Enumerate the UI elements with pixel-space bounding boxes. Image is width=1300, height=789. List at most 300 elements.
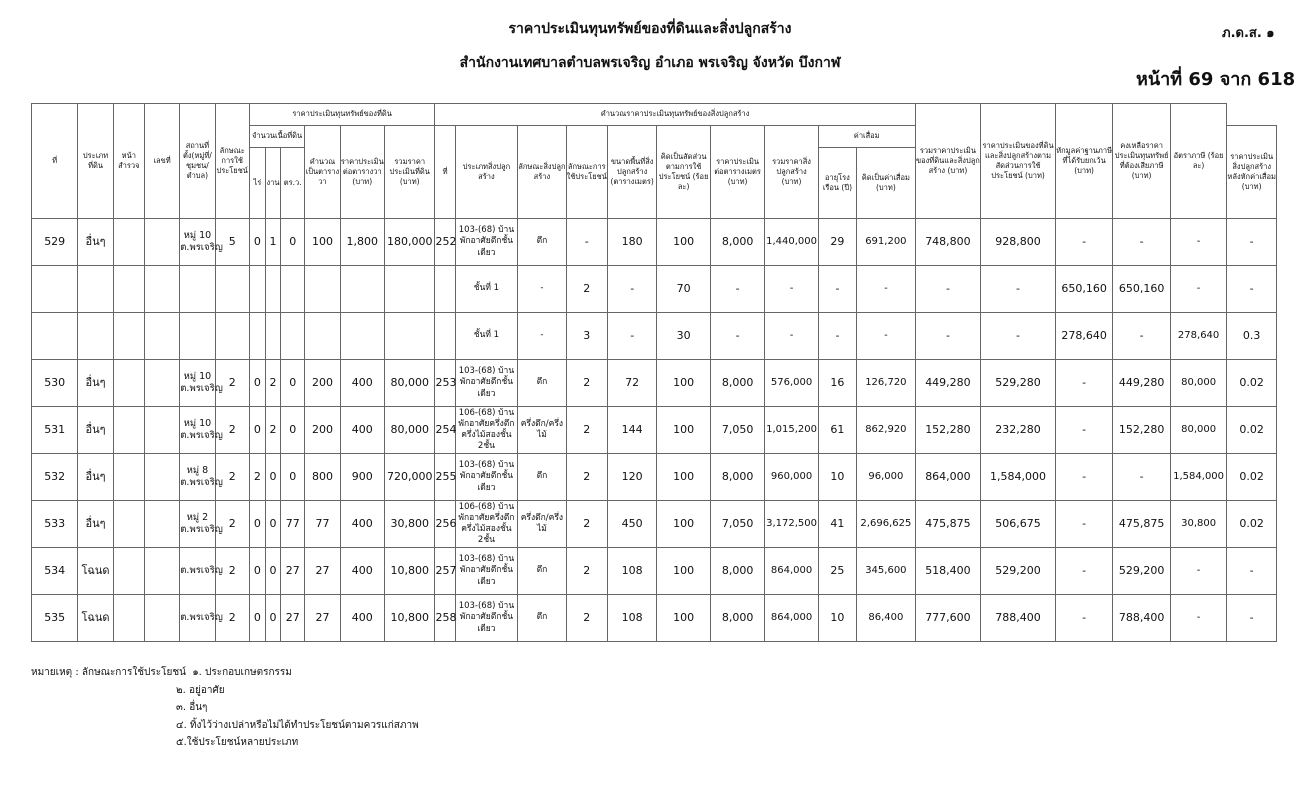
cell-land-type	[78, 313, 113, 360]
col-survey-page: หน้าสำรวจ	[113, 104, 144, 219]
cell-total-land-price: 80,000	[384, 360, 434, 407]
cell-bld-no	[435, 266, 455, 313]
cell-tax-rate: 0.3	[1227, 313, 1277, 360]
notes-section	[31, 664, 419, 752]
cell-total-land-bld: 529,200	[981, 548, 1056, 595]
cell-dep-value: 2,696,625	[857, 501, 916, 548]
cell-bld-char: ตึก	[518, 219, 566, 266]
cell-bld-pct: 100	[657, 595, 710, 642]
cell-number	[144, 595, 179, 642]
cell-remaining: -	[1170, 219, 1226, 266]
cell-calc-sqwa: 200	[305, 360, 340, 407]
cell-location: หมู่ 2 ต.พรเจริญ	[180, 501, 215, 548]
cell-bld-price-sqm: 8,000	[710, 454, 764, 501]
col-ngan: งาน	[265, 148, 280, 219]
col-price-per-sqm: ราคาประเมินต่อตารางเมตร (บาท)	[710, 126, 764, 219]
cell-survey-page	[113, 548, 144, 595]
cell-deduct: -	[1113, 454, 1171, 501]
cell-dep-age: 29	[818, 219, 856, 266]
cell-no	[32, 313, 78, 360]
col-building-total: รวมราคาสิ่งปลูกสร้าง (บาท)	[765, 126, 818, 219]
cell-price-per-sqwa: 400	[340, 407, 384, 454]
cell-deduct: 449,280	[1113, 360, 1171, 407]
cell-bld-total: 864,000	[765, 595, 818, 642]
assessment-table	[31, 103, 1277, 642]
cell-bld-after-dep: 864,000	[915, 454, 981, 501]
cell-bld-area: 108	[607, 548, 656, 595]
cell-usage: 5	[215, 219, 249, 266]
cell-rai: 2	[249, 454, 265, 501]
cell-dep-value: 96,000	[857, 454, 916, 501]
cell-bld-area: 72	[607, 360, 656, 407]
cell-bld-area: 180	[607, 219, 656, 266]
cell-tax-rate: -	[1227, 219, 1277, 266]
cell-bld-type: ชั้นที่ 1	[455, 266, 518, 313]
cell-total-land-price: 10,800	[384, 548, 434, 595]
col-building-no: ที่	[435, 126, 455, 219]
cell-survey-page	[113, 219, 144, 266]
cell-ngan	[265, 313, 280, 360]
cell-bld-pct: 100	[657, 360, 710, 407]
cell-price-per-sqwa	[340, 313, 384, 360]
cell-survey-page	[113, 407, 144, 454]
cell-total-land-bld: 788,400	[981, 595, 1056, 642]
cell-price-per-sqwa: 900	[340, 454, 384, 501]
cell-calc-sqwa	[305, 266, 340, 313]
cell-price-per-sqwa	[340, 266, 384, 313]
cell-no: 534	[32, 548, 78, 595]
cell-bld-after-dep: 518,400	[915, 548, 981, 595]
cell-sqwa: 77	[281, 501, 305, 548]
table-row	[32, 266, 1277, 313]
cell-land-type: อื่นๆ	[78, 454, 113, 501]
cell-bld-no	[435, 313, 455, 360]
note-item: ๓. อื่นๆ	[176, 702, 208, 713]
cell-no: 533	[32, 501, 78, 548]
office-subtitle: สำนักงานเทศบาลตำบลพรเจริญ อำเภอ พรเจริญ จังหวัด บึงกาฬ	[459, 55, 841, 71]
cell-ngan: 1	[265, 219, 280, 266]
cell-usage: 2	[215, 595, 249, 642]
cell-bld-type: 103-(68) บ้านพักอาศัยตึกชั้นเดียว	[455, 219, 518, 266]
cell-bld-total: 576,000	[765, 360, 818, 407]
cell-bld-pct: 100	[657, 219, 710, 266]
cell-price-per-sqwa: 400	[340, 360, 384, 407]
cell-deduct: -	[1113, 313, 1171, 360]
cell-bld-after-dep: 152,280	[915, 407, 981, 454]
table-row	[32, 548, 1277, 595]
group-depreciation: ค่าเสื่อม	[818, 126, 915, 148]
cell-location	[180, 266, 215, 313]
cell-bld-price-sqm: 8,000	[710, 595, 764, 642]
cell-total-land-price: 180,000	[384, 219, 434, 266]
cell-dep-value: 691,200	[857, 219, 916, 266]
cell-land-type: อื่นๆ	[78, 407, 113, 454]
cell-no: 529	[32, 219, 78, 266]
col-taxable-remaining: คงเหลือราคาประเมินทุนทรัพย์ที่ต้องเสียภาษี (บาท)	[1113, 104, 1171, 219]
cell-remaining: 278,640	[1170, 313, 1226, 360]
cell-bld-total: 3,172,500	[765, 501, 818, 548]
cell-prop-price: -	[1055, 360, 1113, 407]
cell-bld-pct: 30	[657, 313, 710, 360]
cell-bld-area: 450	[607, 501, 656, 548]
cell-calc-sqwa: 800	[305, 454, 340, 501]
cell-calc-sqwa: 77	[305, 501, 340, 548]
cell-prop-price: -	[1055, 454, 1113, 501]
cell-rai	[249, 313, 265, 360]
cell-price-per-sqwa: 400	[340, 501, 384, 548]
cell-deduct: 475,875	[1113, 501, 1171, 548]
cell-dep-value: 126,720	[857, 360, 916, 407]
cell-tax-rate: -	[1227, 266, 1277, 313]
cell-total-land-bld: 529,280	[981, 360, 1056, 407]
cell-bld-usage: 2	[566, 548, 607, 595]
cell-bld-usage: -	[566, 219, 607, 266]
cell-bld-type: 103-(68) บ้านพักอาศัยตึกชั้นเดียว	[455, 548, 518, 595]
col-usage: ลักษณะการใช้ประโยชน์	[215, 104, 249, 219]
cell-bld-char: ตึก	[518, 360, 566, 407]
col-rai: ไร่	[249, 148, 265, 219]
cell-land-type: โฉนด	[78, 595, 113, 642]
cell-bld-type: 106-(68) บ้านพักอาศัยครึ่งตึกครึ่งไม้สองชั้น 2ชั้น	[455, 501, 518, 548]
cell-dep-age: 25	[818, 548, 856, 595]
cell-bld-type: 103-(68) บ้านพักอาศัยตึกชั้นเดียว	[455, 360, 518, 407]
cell-bld-area: -	[607, 266, 656, 313]
cell-sqwa: 0	[281, 407, 305, 454]
cell-survey-page	[113, 501, 144, 548]
cell-tax-rate: 0.02	[1227, 454, 1277, 501]
cell-prop-price: -	[1055, 407, 1113, 454]
cell-sqwa: 27	[281, 595, 305, 642]
cell-bld-total: 960,000	[765, 454, 818, 501]
cell-dep-value: 345,600	[857, 548, 916, 595]
cell-bld-no: 253	[435, 360, 455, 407]
col-usage-percent: คิดเป็นสัดส่วนตามการใช้ประโยชน์ (ร้อยละ)	[657, 126, 710, 219]
cell-dep-age: 10	[818, 595, 856, 642]
col-depreciation-value: คิดเป็นค่าเสื่อม (บาท)	[857, 148, 916, 219]
col-total-land-price: รวมราคาประเมินที่ดิน (บาท)	[384, 126, 434, 219]
cell-tax-rate: -	[1227, 548, 1277, 595]
table-row	[32, 407, 1277, 454]
cell-ngan: 2	[265, 407, 280, 454]
cell-usage: 2	[215, 548, 249, 595]
cell-usage	[215, 266, 249, 313]
cell-total-land-bld: 928,800	[981, 219, 1056, 266]
cell-bld-no: 256	[435, 501, 455, 548]
cell-deduct: 788,400	[1113, 595, 1171, 642]
cell-bld-usage: 3	[566, 313, 607, 360]
cell-prop-price: 278,640	[1055, 313, 1113, 360]
cell-total-land-price	[384, 266, 434, 313]
cell-price-per-sqwa: 400	[340, 548, 384, 595]
col-proportional-price: ราคาประเมินของที่ดินและสิ่งปลูกสร้างตามสัดส่วนการใช้ประโยชน์ (บาท)	[981, 104, 1056, 219]
cell-number	[144, 454, 179, 501]
cell-calc-sqwa: 100	[305, 219, 340, 266]
cell-bld-price-sqm: 8,000	[710, 219, 764, 266]
cell-prop-price: -	[1055, 219, 1113, 266]
page-indicator: หน้าที่ 69 จาก 618	[1136, 69, 1296, 90]
cell-total-land-bld: 232,280	[981, 407, 1056, 454]
table-row	[32, 313, 1277, 360]
cell-land-type: อื่นๆ	[78, 219, 113, 266]
cell-sqwa: 0	[281, 219, 305, 266]
cell-number	[144, 313, 179, 360]
cell-total-land-bld: -	[981, 313, 1056, 360]
col-building-usage: ลักษณะการใช้ประโยชน์	[566, 126, 607, 219]
cell-prop-price: -	[1055, 595, 1113, 642]
cell-prop-price: -	[1055, 548, 1113, 595]
cell-bld-char: ตึก	[518, 595, 566, 642]
cell-location: หมู่ 10 ต.พรเจริญ	[180, 360, 215, 407]
cell-bld-area: 120	[607, 454, 656, 501]
cell-bld-price-sqm: 7,050	[710, 407, 764, 454]
cell-no: 535	[32, 595, 78, 642]
table-row	[32, 595, 1277, 642]
col-location: สถานที่ตั้ง(หมู่ที่/ชุมชน/ตำบล)	[180, 104, 215, 219]
col-calc-sqwa: คำนวณเป็นตารางวา	[305, 126, 340, 219]
group-land-price: ราคาประเมินทุนทรัพย์ของที่ดิน	[249, 104, 435, 126]
cell-ngan	[265, 266, 280, 313]
cell-remaining: 1,584,000	[1170, 454, 1226, 501]
cell-bld-pct: 100	[657, 454, 710, 501]
cell-survey-page	[113, 313, 144, 360]
cell-remaining: 30,800	[1170, 501, 1226, 548]
cell-bld-total: -	[765, 266, 818, 313]
cell-no: 530	[32, 360, 78, 407]
cell-rai: 0	[249, 407, 265, 454]
cell-calc-sqwa: 200	[305, 407, 340, 454]
cell-number	[144, 219, 179, 266]
col-price-per-sqwa: ราคาประเมินต่อตารางวา (บาท)	[340, 126, 384, 219]
cell-total-land-bld: 1,584,000	[981, 454, 1056, 501]
cell-bld-pct: 70	[657, 266, 710, 313]
cell-prop-price: -	[1055, 501, 1113, 548]
cell-bld-type: 106-(68) บ้านพักอาศัยครึ่งตึกครึ่งไม้สองชั้น 2ชั้น	[455, 407, 518, 454]
cell-bld-type: 103-(68) บ้านพักอาศัยตึกชั้นเดียว	[455, 595, 518, 642]
cell-rai	[249, 266, 265, 313]
cell-bld-after-dep: 748,800	[915, 219, 981, 266]
cell-remaining: -	[1170, 595, 1226, 642]
cell-calc-sqwa	[305, 313, 340, 360]
cell-bld-no: 257	[435, 548, 455, 595]
cell-bld-price-sqm: -	[710, 266, 764, 313]
cell-bld-after-dep: -	[915, 266, 981, 313]
table-row	[32, 219, 1277, 266]
table-row	[32, 501, 1277, 548]
cell-bld-char: ตึก	[518, 548, 566, 595]
col-total-land-building: รวมราคาประเมินของที่ดินและสิ่งปลูกสร้าง (บาท)	[915, 104, 981, 219]
cell-dep-value: 86,400	[857, 595, 916, 642]
cell-bld-after-dep: 475,875	[915, 501, 981, 548]
col-building-character: ลักษณะสิ่งปลูกสร้าง	[518, 126, 566, 219]
cell-bld-total: -	[765, 313, 818, 360]
note-item: ๕.ใช้ประโยชน์หลายประเภท	[176, 737, 299, 748]
cell-total-land-bld: -	[981, 266, 1056, 313]
cell-bld-no: 252	[435, 219, 455, 266]
cell-usage: 2	[215, 407, 249, 454]
col-building-type: ประเภทสิ่งปลูกสร้าง	[455, 126, 518, 219]
cell-ngan: 2	[265, 360, 280, 407]
cell-location: หมู่ 10 ต.พรเจริญ	[180, 219, 215, 266]
col-building-area: ขนาดพื้นที่สิ่งปลูกสร้าง (ตารางเมตร)	[607, 126, 656, 219]
cell-bld-usage: 2	[566, 266, 607, 313]
cell-price-per-sqwa: 400	[340, 595, 384, 642]
cell-rai: 0	[249, 360, 265, 407]
cell-usage: 2	[215, 501, 249, 548]
table-row	[32, 454, 1277, 501]
cell-bld-total: 1,440,000	[765, 219, 818, 266]
cell-bld-usage: 2	[566, 360, 607, 407]
cell-remaining: -	[1170, 548, 1226, 595]
col-tax-rate: อัตราภาษี (ร้อยละ)	[1170, 104, 1226, 219]
cell-land-type: อื่นๆ	[78, 501, 113, 548]
cell-deduct: 650,160	[1113, 266, 1171, 313]
cell-dep-age: -	[818, 266, 856, 313]
cell-tax-rate: 0.02	[1227, 501, 1277, 548]
cell-sqwa: 0	[281, 454, 305, 501]
cell-usage	[215, 313, 249, 360]
cell-dep-age: 41	[818, 501, 856, 548]
cell-rai: 0	[249, 595, 265, 642]
cell-bld-type: ชั้นที่ 1	[455, 313, 518, 360]
cell-bld-after-dep: -	[915, 313, 981, 360]
cell-no	[32, 266, 78, 313]
note-item: ๔. ทิ้งไว้ว่างเปล่าหรือไม่ได้ทำประโยชน์ตามควรแก่สภาพ	[176, 719, 419, 731]
cell-sqwa: 0	[281, 360, 305, 407]
cell-price-per-sqwa: 1,800	[340, 219, 384, 266]
cell-dep-age: 16	[818, 360, 856, 407]
col-after-depreciation: ราคาประเมินสิ่งปลูกสร้างหลังหักค่าเสื่อม (บาท)	[1227, 126, 1277, 219]
cell-remaining: 80,000	[1170, 360, 1226, 407]
cell-total-land-price: 30,800	[384, 501, 434, 548]
cell-bld-char: ครึ่งตึก/ครึ่งไม้	[518, 501, 566, 548]
cell-bld-total: 1,015,200	[765, 407, 818, 454]
cell-number	[144, 266, 179, 313]
cell-land-type: อื่นๆ	[78, 360, 113, 407]
cell-survey-page	[113, 595, 144, 642]
cell-sqwa	[281, 313, 305, 360]
table-row	[32, 360, 1277, 407]
cell-bld-usage: 2	[566, 454, 607, 501]
cell-bld-usage: 2	[566, 595, 607, 642]
cell-rai: 0	[249, 219, 265, 266]
cell-land-type	[78, 266, 113, 313]
cell-bld-area: 144	[607, 407, 656, 454]
cell-bld-total: 864,000	[765, 548, 818, 595]
cell-remaining: 80,000	[1170, 407, 1226, 454]
notes-title: หมายเหตุ : ลักษณะการใช้ประโยชน์ ๑. ประกอบเกษตรกรรม	[31, 667, 292, 678]
cell-number	[144, 501, 179, 548]
group-land-area: จำนวนเนื้อที่ดิน	[249, 126, 304, 148]
cell-bld-no: 258	[435, 595, 455, 642]
form-code: ภ.ด.ส. ๑	[1222, 26, 1275, 41]
cell-number	[144, 407, 179, 454]
cell-number	[144, 360, 179, 407]
cell-survey-page	[113, 454, 144, 501]
cell-bld-price-sqm: 8,000	[710, 360, 764, 407]
cell-dep-value: 862,920	[857, 407, 916, 454]
col-building-age: อายุโรงเรือน (ปี)	[818, 148, 856, 219]
cell-rai: 0	[249, 501, 265, 548]
cell-ngan: 0	[265, 548, 280, 595]
cell-location: หมู่ 10 ต.พรเจริญ	[180, 407, 215, 454]
cell-location: หมู่ 8 ต.พรเจริญ	[180, 454, 215, 501]
note-item: ๑. ประกอบเกษตรกรรม	[192, 667, 292, 678]
cell-bld-price-sqm: -	[710, 313, 764, 360]
cell-tax-rate: 0.02	[1227, 360, 1277, 407]
cell-bld-char: -	[518, 266, 566, 313]
cell-survey-page	[113, 266, 144, 313]
cell-dep-age: -	[818, 313, 856, 360]
cell-bld-no: 255	[435, 454, 455, 501]
cell-bld-type: 103-(68) บ้านพักอาศัยตึกชั้นเดียว	[455, 454, 518, 501]
cell-no: 531	[32, 407, 78, 454]
col-sqwa: ตร.ว.	[281, 148, 305, 219]
cell-total-land-price: 10,800	[384, 595, 434, 642]
cell-bld-usage: 2	[566, 501, 607, 548]
col-land-type: ประเภทที่ดิน	[78, 104, 113, 219]
cell-bld-char: ครึ่งตึก/ครึ่งไม้	[518, 407, 566, 454]
report-title: ราคาประเมินทุนทรัพย์ของที่ดินและสิ่งปลูกสร้าง	[508, 21, 792, 37]
cell-bld-pct: 100	[657, 501, 710, 548]
cell-remaining: -	[1170, 266, 1226, 313]
col-exempt-deduction: หักมูลค่าฐานภาษีที่ได้รับยกเว้น (บาท)	[1055, 104, 1113, 219]
cell-ngan: 0	[265, 595, 280, 642]
cell-deduct: 529,200	[1113, 548, 1171, 595]
cell-land-type: โฉนด	[78, 548, 113, 595]
note-item: ๒. อยู่อาศัย	[176, 684, 225, 696]
cell-total-land-bld: 506,675	[981, 501, 1056, 548]
cell-ngan: 0	[265, 454, 280, 501]
cell-location: ต.พรเจริญ	[180, 595, 215, 642]
cell-bld-after-dep: 777,600	[915, 595, 981, 642]
cell-total-land-price	[384, 313, 434, 360]
group-building-price: คำนวณราคาประเมินทุนทรัพย์ของสิ่งปลูกสร้าง	[435, 104, 915, 126]
cell-usage: 2	[215, 454, 249, 501]
cell-bld-area: -	[607, 313, 656, 360]
cell-deduct: 152,280	[1113, 407, 1171, 454]
cell-rai: 0	[249, 548, 265, 595]
cell-location: ต.พรเจริญ	[180, 548, 215, 595]
cell-dep-value: -	[857, 266, 916, 313]
cell-sqwa	[281, 266, 305, 313]
cell-tax-rate: -	[1227, 595, 1277, 642]
cell-number	[144, 548, 179, 595]
cell-total-land-price: 720,000	[384, 454, 434, 501]
cell-usage: 2	[215, 360, 249, 407]
cell-bld-pct: 100	[657, 548, 710, 595]
cell-prop-price: 650,160	[1055, 266, 1113, 313]
cell-bld-price-sqm: 7,050	[710, 501, 764, 548]
cell-bld-price-sqm: 8,000	[710, 548, 764, 595]
cell-location	[180, 313, 215, 360]
cell-bld-no: 254	[435, 407, 455, 454]
cell-no: 532	[32, 454, 78, 501]
cell-bld-char: -	[518, 313, 566, 360]
cell-bld-area: 108	[607, 595, 656, 642]
cell-calc-sqwa: 27	[305, 548, 340, 595]
cell-tax-rate: 0.02	[1227, 407, 1277, 454]
cell-bld-char: ตึก	[518, 454, 566, 501]
cell-sqwa: 27	[281, 548, 305, 595]
col-number: เลขที่	[144, 104, 179, 219]
cell-bld-after-dep: 449,280	[915, 360, 981, 407]
cell-bld-usage: 2	[566, 407, 607, 454]
cell-survey-page	[113, 360, 144, 407]
cell-total-land-price: 80,000	[384, 407, 434, 454]
col-no: ที่	[32, 104, 78, 219]
cell-deduct: -	[1113, 219, 1171, 266]
cell-ngan: 0	[265, 501, 280, 548]
